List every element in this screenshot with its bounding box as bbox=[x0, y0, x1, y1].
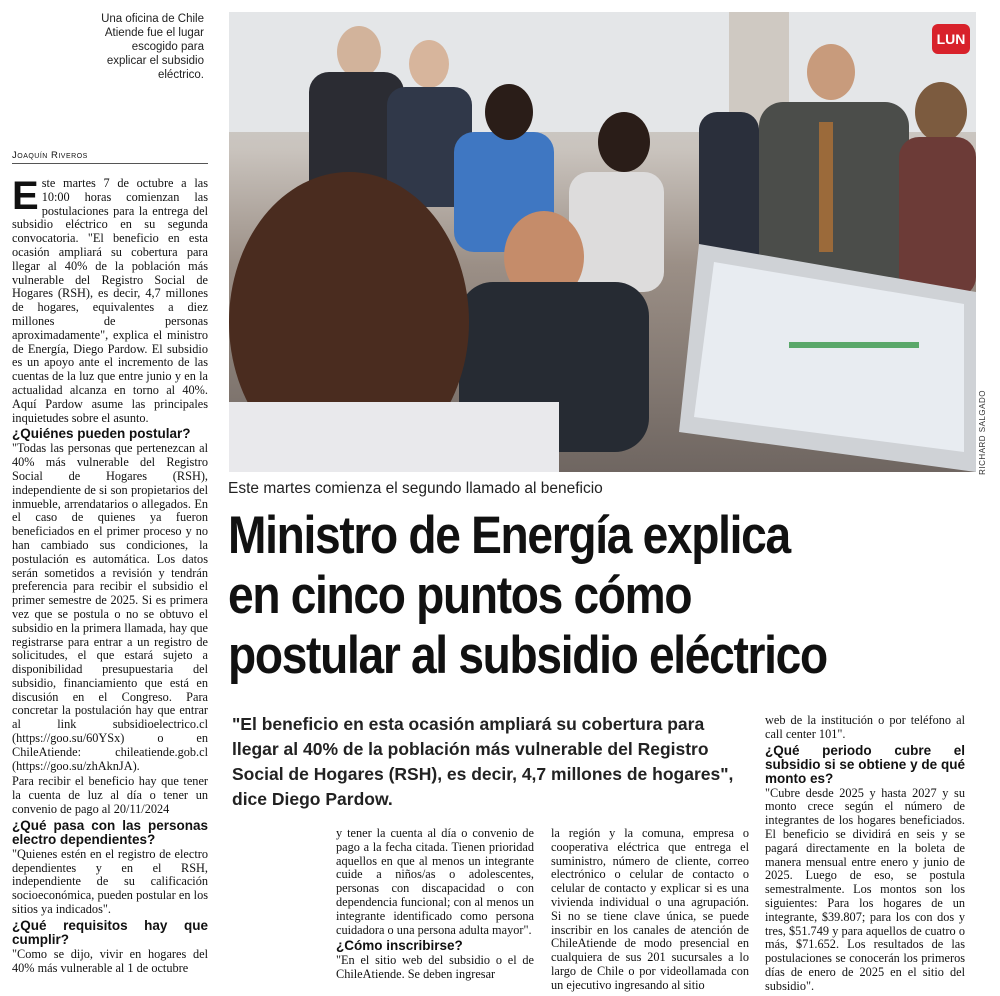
photo-illustration bbox=[229, 12, 976, 472]
answer-paragraph: "En el sitio web del subsidio o el de ChileAtiende. Se deben ingresar bbox=[336, 953, 534, 982]
question-heading: ¿Qué periodo cubre el subsidio si se obtiene y de qué monto es? bbox=[765, 742, 965, 786]
lead-paragraph bbox=[12, 174, 208, 425]
question-heading: ¿Cómo inscribirse? bbox=[336, 938, 463, 954]
pull-quote: "El beneficio en esta ocasión ampliará su cobertura para llegar al 40% de la población más vulnerable del Registro Social de Hogares (RSH), es decir, 4,7 millones de hogares", dice Diego Pardow. bbox=[232, 714, 734, 809]
article-column-left bbox=[12, 174, 208, 977]
question-heading: ¿Qué requisitos hay que cumplir? bbox=[12, 917, 208, 947]
answer-paragraph: Para recibir el beneficio hay que tener la cuenta de luz al día o tener un convenio de pago al 20/11/2024 bbox=[12, 774, 208, 817]
headline-line: postular al subsidio eléctrico bbox=[228, 626, 827, 685]
photo-caption: Una oficina de Chile Atiende fue el lugar escogido para explicar el subsidio eléctrico. bbox=[101, 13, 204, 81]
byline: Joaquín Riveros bbox=[12, 150, 208, 164]
answer-paragraph: web de la institución o por teléfono al call center 101". bbox=[765, 713, 965, 741]
answer-paragraph: "Como se dijo, vivir en hogares del 40% más vulnerable al 1 de octubre bbox=[12, 946, 208, 975]
answer-paragraph: "Quienes estén en el registro de electro dependientes y en el RSH, independiente de su calificación socioeconómica, pueden postular en los sitios ya indicados". bbox=[12, 846, 208, 917]
question-heading: ¿Quiénes pueden postular? bbox=[12, 426, 191, 442]
photo-credit: RICHARD SALGADO bbox=[978, 390, 987, 475]
dropcap: E bbox=[12, 174, 39, 218]
answer-paragraph: "Cubre desde 2025 y hasta 2027 y su monto crece según el número de integrantes de los hogares beneficiados. El beneficio se dividirá en seis y se pagará directamente en la boleta de manera mensual entre enero y junio de 2025. Luego de eso, se postula semestralmente. Los montos son los siguientes: Para los hogares de un integrante, $39.807; para los con dos y tres, $51.749 y para aquellos de cuatro o más, $71.652. Los resultados de las postulaciones se conocerán los primeros días de enero de 2025 en el sitio del subsidio". bbox=[765, 785, 965, 993]
answer-paragraph: la región y la comuna, empresa o cooperativa eléctrica que entrega el suministro, número de cliente, correo electrónico o celular de contacto o celular de contacto y explicar si es una vivienda individual o una agrupación. Si no se tiene clave única, se puede inscribir en los canales de atención de ChileAtiende de modo presencial en cualquiera de sus 201 sucursales a lo largo de Chile o por videollamada con un ejecutivo ingresando al sitio bbox=[551, 826, 749, 992]
kicker: Este martes comienza el segundo llamado al beneficio bbox=[228, 480, 603, 497]
answer-paragraph: "Todas las personas que pertenezcan al 40% más vulnerable del Registro Social de Hogares (RSH), independiente de si son propietarios del inmueble, arrendatarios o allegados. En el caso de quienes ya fueron beneficiados en el primer proceso y no han cambiado sus condiciones, la postulación es automática. Los datos serán sometidos a revisión y tendrán preferencia para recibir el subsidio el primer semestre de 2025. Si es primera vez que se postula o no se obtuvo el subsidio en la primera llamada, hay que registrarse para entrar a un registro de solicitudes, el que estará sujeto a disponibilidad presupuestaria del subsidio, financiamiento que está en discusión en el Congreso. Para concretar la postulación hay que entrar al link subsidioelectrico.cl (https://goo.su/60YSx) o en ChileAtiende: chileatiende.gob.cl (https://goo.su/zhAknJA). bbox=[12, 441, 208, 773]
answer-paragraph: y tener la cuenta al día o convenio de pago a la fecha citada. Tienen prioridad aquellos en que al menos un integrante cuide a niños/as o adolescentes, personas con discapacidad o con dependencia funcional; con al menos un integrante identificado como persona cuidadora o una persona adulta mayor". bbox=[336, 826, 534, 937]
article-column-right bbox=[765, 714, 965, 996]
question-heading: ¿Qué pasa con las personas electro dependientes? bbox=[12, 817, 208, 847]
article-column-bottom-1 bbox=[336, 827, 534, 984]
article-column-bottom-2 bbox=[551, 827, 749, 995]
headline-line: Ministro de Energía explica bbox=[228, 506, 790, 565]
headline bbox=[228, 506, 889, 686]
lun-logo: LUN bbox=[932, 24, 970, 54]
headline-line: en cinco puntos cómo bbox=[228, 566, 692, 625]
lead-text: ste martes 7 de octubre a las 10:00 horas comienzan las postulaciones para la entrega del subsidio eléctrico en su segunda convocatoria. "El beneficio en esta ocasión ampliará su cobertura para llegar al 40% de la población más vulnerable del Registro Social de Hogares (RSH), es decir, 4,7 millones de hogares, equivalentes a diez millones de personas aproximadamente", explica el ministro de Energía, Diego Pardow. El subsidio es un apoyo ante el incremento de las cuentas de la luz que entre junio y en la actualidad alcanza en torno al 40%. Aquí Pardow asume las principales inquietudes sobre el asunto. bbox=[12, 176, 208, 425]
news-photo bbox=[229, 12, 976, 472]
